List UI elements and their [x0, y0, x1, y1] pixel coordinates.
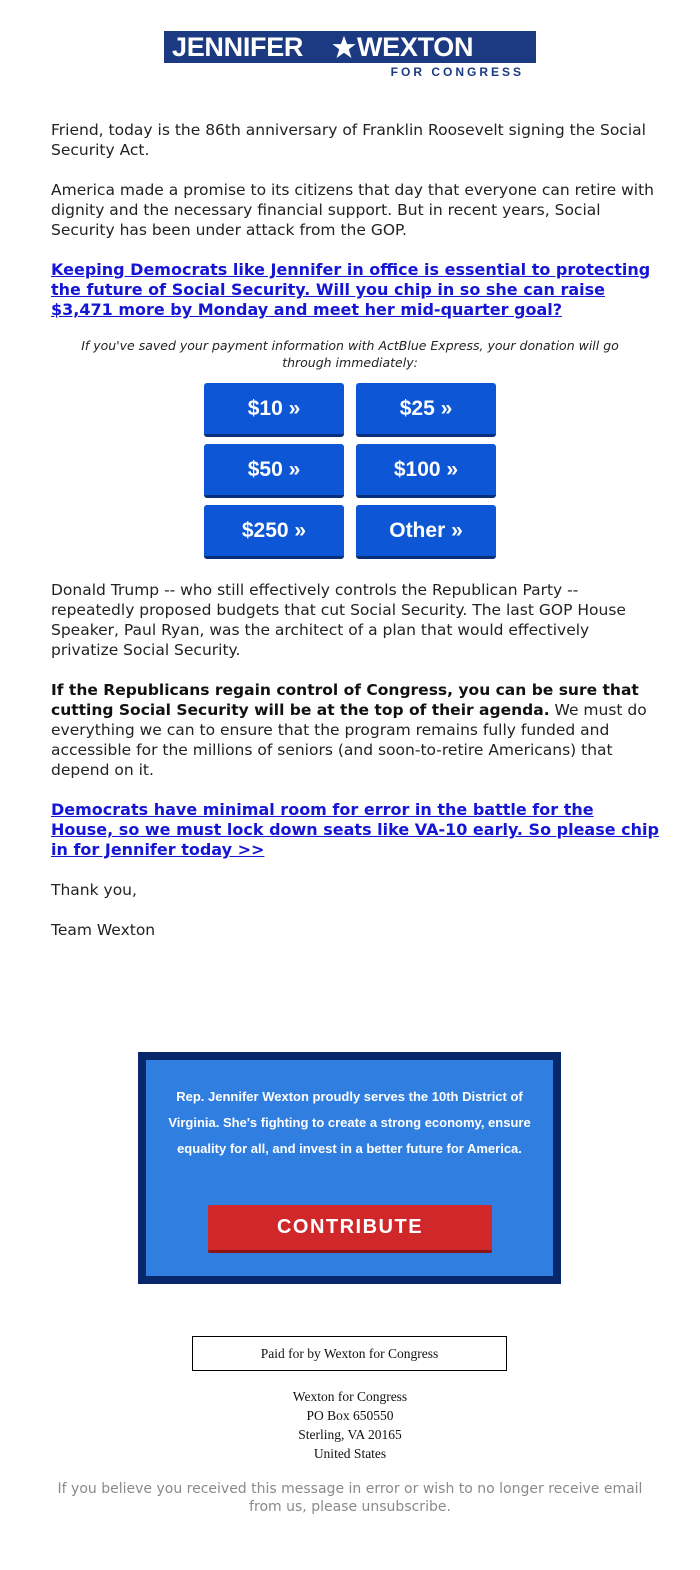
promise-paragraph: America made a promise to its citizens that day that everyone can retire with dignity and the necessary financial support. But in recent years, Social Security has been under attack from the GOP. — [51, 181, 654, 239]
campaign-logo — [164, 31, 536, 79]
address-line: United States — [313, 1446, 387, 1461]
donate-10-button[interactable]: $10 » — [204, 383, 344, 437]
closing-text: Thank you, — [51, 881, 137, 899]
contribute-button[interactable]: CONTRIBUTE — [208, 1205, 492, 1253]
trump-paragraph: Donald Trump -- who still effectively controls the Republican Party -- repeatedly proposed budgets that cut Social Security. The last GOP House Speaker, Paul Ryan, was the architect of a plan that would effectively privatize Social Security. — [51, 581, 626, 659]
logo-first-name: JENNIFER — [172, 32, 304, 62]
republicans-paragraph — [51, 680, 661, 780]
signature-text: Team Wexton — [51, 921, 156, 939]
paid-for-disclaimer: Paid for by Wexton for Congress — [192, 1336, 507, 1371]
donate-link-primary[interactable]: Keeping Democrats like Jennifer in office is essential to protecting the future of Social Security. Will you chip in so she can raise $3,471 more by Monday and meet her mid-quarter goal? — [51, 260, 651, 319]
address-line: Wexton for Congress — [292, 1389, 408, 1404]
republicans-rest-text: We must do everything we can to ensure that the program remains fully funded and accessible for the millions of seniors (and soon-to-retire Americans) that depend on it. — [51, 701, 647, 779]
address-line: Sterling, VA 20165 — [298, 1427, 402, 1442]
republicans-bold-text: If the Republicans regain control of Congress, you can be sure that cutting Social Security will be at the top of their agenda. — [51, 681, 639, 719]
donate-100-button[interactable]: $100 » — [356, 444, 496, 498]
intro-paragraph: Friend, today is the 86th anniversary of Franklin Roosevelt signing the Social Security Act. — [51, 121, 646, 159]
actblue-express-note: If you've saved your payment information with ActBlue Express, your donation will go through immediately: — [81, 338, 619, 370]
star-icon — [329, 32, 359, 62]
donate-50-button[interactable]: $50 » — [204, 444, 344, 498]
bio-card-inner — [146, 1060, 553, 1276]
donate-other-button[interactable]: Other » — [356, 505, 496, 559]
logo-last-name: WEXTON — [357, 32, 474, 62]
logo-subtitle: FOR CONGRESS — [390, 65, 524, 79]
bio-card — [138, 1052, 561, 1284]
unsubscribe-text[interactable]: If you believe you received this message in error or wish to no longer receive email from us, please unsubscribe. — [57, 1481, 643, 1515]
donate-link-secondary[interactable]: Democrats have minimal room for error in the battle for the House, so we must lock down seats like VA-10 early. So please chip in for Jennifer today >> — [51, 800, 659, 859]
donate-25-button[interactable]: $25 » — [356, 383, 496, 437]
address-line: PO Box 650550 — [306, 1408, 394, 1423]
bio-text: Rep. Jennifer Wexton proudly serves the 10th District of Virginia. She's fighting to create a strong economy, ensure equality for all, and invest in a better future for America. — [168, 1089, 531, 1156]
mailing-address — [200, 1387, 500, 1463]
donate-250-button[interactable]: $250 » — [204, 505, 344, 559]
